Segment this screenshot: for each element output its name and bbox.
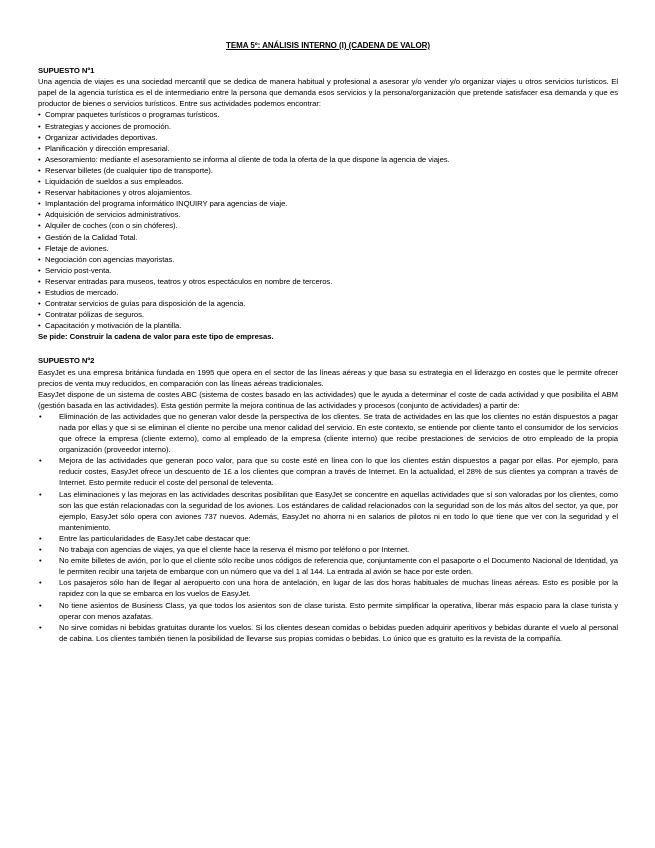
section-spacer (38, 342, 618, 355)
list-item: • Adquisición de servicios administrativos. (38, 210, 181, 220)
list-item: • Alquiler de coches (con o sin chóferes). (38, 221, 178, 231)
bullet-icon: • (39, 622, 42, 632)
list-item: • Asesoramiento: mediante el asesoramiento se informa al cliente de toda la oferta de la que dispone la agencia de viajes. (38, 154, 450, 164)
bullet-icon: • (38, 276, 41, 286)
list-item: • Eliminación de las actividades que no generan valor desde la perspectiva de los clientes. Se trata de actividades en las que los clientes no están dispuestos a pagar nada por ellas y que si se eliminan el cliente no percibe una menor calidad del servicio. En este contexto, se entiende por cliente tanto el consumidor de los servicios que ofrece la empresa (cliente externo), como al empleado de la empresa (cliente interno) que recibe prestaciones de servicios de otro empleado de la propia organización (proveedor interno). (39, 411, 618, 455)
list-item: • Mejora de las actividades que generan poco valor, para que su coste esté en línea con lo que los clientes están dispuestos a pagar por ellas. Por ejemplo, para reducir costes, EasyJet ofrece un descuento de 1£ a los clientes que compran a través de Internet. En la actualidad, el 28% de sus clientes ya compran a través de Internet. Esto permite reducir el coste del personal de televenta. (39, 456, 618, 488)
list-item: • No trabaja con agencias de viajes, ya que el cliente hace la reserva él mismo por teléfono o por Internet. (39, 545, 410, 555)
bullet-icon: • (39, 545, 42, 555)
list-item: • No sirve comidas ni bebidas gratuitas durante los vuelos. Si los clientes desean comidas o bebidas pueden adquirir aperitivos y bebidas durante el vuelo al personal de cabina. Los clientes también tienen la posibilidad de llevarse sus propias comidas o bebidas. Lo único que es gratuito es la revista de la compañía. (39, 622, 618, 643)
bullet-icon: • (39, 411, 42, 421)
bullet-icon: • (38, 121, 41, 131)
case2-point-list (38, 411, 618, 644)
list-item: • No emite billetes de avión, por lo que el cliente sólo recibe unos códigos de referencia que, conjuntamente con el pasaporte o el Documento Nacional de Identidad, ya le permiten recibir una tarjeta de embarque con un número que va del 1 al 144. La entrada al avión se hace por este orden. (39, 556, 618, 577)
bullet-icon: • (38, 221, 41, 231)
bullet-icon: • (38, 210, 41, 220)
bullet-icon: • (38, 232, 41, 242)
case1-activity-list (38, 109, 618, 331)
list-item: • Entre las particularidades de EasyJet cabe destacar que: (39, 533, 251, 543)
bullet-icon: • (39, 489, 42, 499)
document-title: TEMA 5º: ANÁLISIS INTERNO (I) (CADENA DE VALOR) (226, 41, 430, 50)
bullet-icon: • (38, 110, 41, 120)
bullet-icon: • (38, 254, 41, 264)
bullet-icon: • (38, 199, 41, 209)
list-item: • Estudios de mercado. (38, 287, 119, 297)
list-item: • Reservar entradas para museos, teatros y otros espectáculos en nombre de terceros. (38, 276, 333, 286)
list-item: • Liquidación de sueldos a sus empleados. (38, 177, 184, 187)
bullet-icon: • (38, 165, 41, 175)
bullet-icon: • (39, 600, 42, 610)
list-item: • Reservar billetes (de cualquier tipo de transporte). (38, 165, 213, 175)
document-page (38, 40, 618, 644)
list-item: • Organizar actividades deportivas. (38, 132, 158, 142)
bullet-icon: • (38, 265, 41, 275)
bullet-icon: • (39, 533, 42, 543)
bullet-icon: • (38, 188, 41, 198)
list-item: • Contratar servicios de guías para disposición de la agencia. (38, 299, 246, 309)
bullet-icon: • (39, 456, 42, 466)
list-item: • Comprar paquetes turísticos o programas turísticos. (38, 110, 220, 120)
list-item: • Servicio post-venta. (38, 265, 112, 275)
case1-intro: Una agencia de viajes es una sociedad mercantil que se dedica de manera habitual y profesional a asesorar y/o vender y/o organizar viajes u otros servicios turísticos. El papel de la agencia turística es el de intermediario entre la persona que demanda esos servicios y la persona/organización que pretende satisfacer esa demanda y que es productor de bienes o servicios turísticos. Entre sus actividades podemos encontrar: (38, 77, 618, 109)
bullet-icon: • (38, 299, 41, 309)
list-item: • Contratar pólizas de seguros. (38, 310, 144, 320)
case1-question: Se pide: Construir la cadena de valor para este tipo de empresas. (38, 332, 274, 342)
case2-heading: SUPUESTO Nº2 (38, 356, 95, 366)
bullet-icon: • (38, 243, 41, 253)
list-item: • Fletaje de aviones. (38, 243, 109, 253)
case2-intro-2: EasyJet dispone de un sistema de costes ABC (sistema de costes basado en las actividades) que le ayuda a determinar el coste de cada actividad y que posibilita el ABM (gestión basada en las actividades). Esta gestión permite la mejora continua de las actividades y procesos (conjunto de actividades) a partir de: (38, 389, 618, 410)
case2-intro-1: EasyJet es una empresa británica fundada en 1995 que opera en el sector de las líneas aéreas y que basa su estrategia en el liderazgo en costes que le permite ofrecer precios de venta muy reducidos, en comparación con las líneas aéreas tradicionales. (38, 367, 618, 388)
list-item: • Los pasajeros sólo han de llegar al aeropuerto con una hora de antelación, en lugar de las dos horas habituales de muchas líneas aéreas. Esto es posible por la rapidez con la que se embarca en los vuelos de EasyJet. (39, 578, 618, 599)
bullet-icon: • (38, 287, 41, 297)
bullet-icon: • (39, 556, 42, 566)
case1-heading: SUPUESTO Nº1 (38, 66, 95, 76)
list-item: • Planificación y dirección empresarial. (38, 143, 170, 153)
list-item: • Gestión de la Calidad Total. (38, 232, 138, 242)
bullet-icon: • (39, 578, 42, 588)
bullet-icon: • (38, 154, 41, 164)
bullet-icon: • (38, 132, 41, 142)
list-item: • No tiene asientos de Business Class, ya que todos los asientos son de clase turista. Esto permite simplificar la operativa, liberar más espacio para la clase turista y operar con menos azafatas. (39, 600, 618, 621)
bullet-icon: • (38, 143, 41, 153)
list-item: • Negociación con agencias mayoristas. (38, 254, 175, 264)
list-item: • Capacitación y motivación de la plantilla. (38, 321, 182, 331)
list-item: • Reservar habitaciones y otros alojamientos. (38, 188, 192, 198)
list-item: • Implantación del programa informático INQUIRY para agencias de viaje. (38, 199, 288, 209)
list-item: • Las eliminaciones y las mejoras en las actividades descritas posibilitan que EasyJet se concentre en aquellas actividades que sí son valoradas por los clientes, como son las que están relacionadas con la seguridad de los aviones. Los estándares de calidad relacionados con la seguridad son de los más altos del sector, ya que, por ejemplo, EasyJet sólo opera con aviones 737 nuevos. Además, EasyJet no ahorra ni en salarios de pilotos ni en todo lo que tiene que ver con la seguridad y el mantenimiento. (39, 489, 618, 532)
bullet-icon: • (38, 310, 41, 320)
bullet-icon: • (38, 321, 41, 331)
list-item: • Estrategias y acciones de promoción. (38, 121, 171, 131)
bullet-icon: • (38, 177, 41, 187)
